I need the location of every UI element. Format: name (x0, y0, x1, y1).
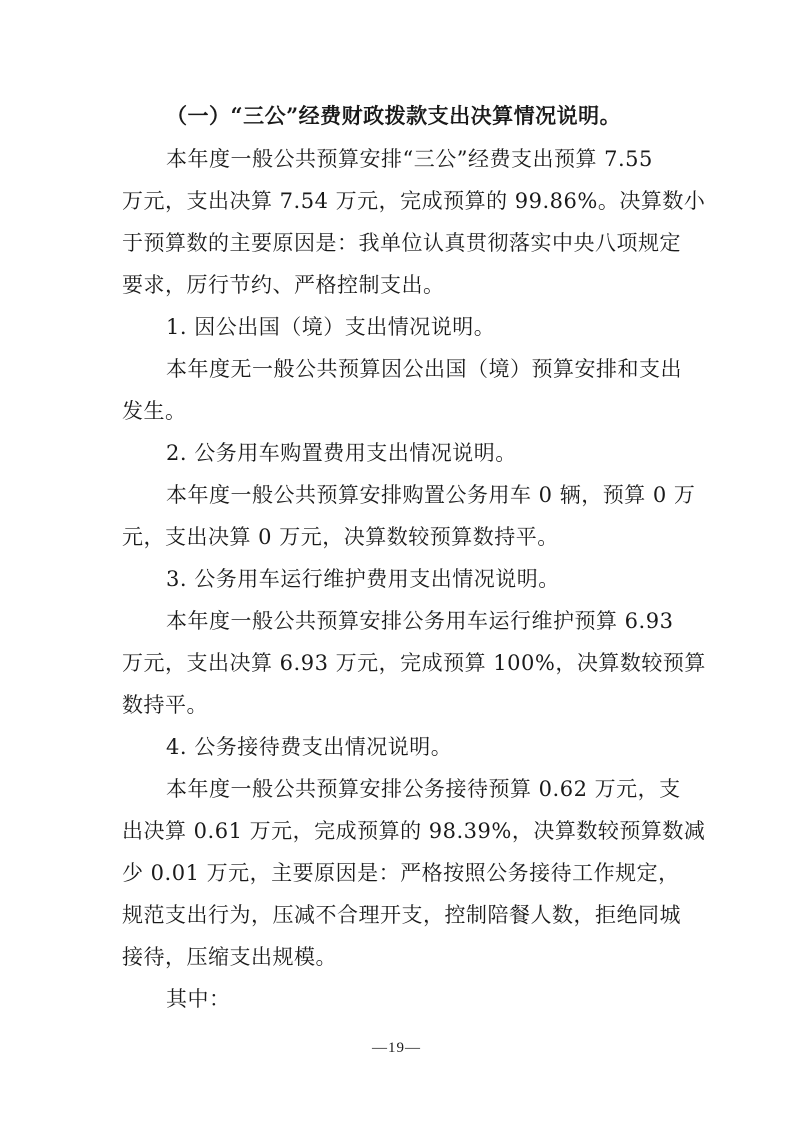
subsection-heading: 1. 因公出国（境）支出情况说明。 (166, 315, 496, 339)
paragraph-line: 其中： (166, 987, 231, 1011)
subsection-heading: 4. 公务接待费支出情况说明。 (166, 735, 453, 759)
section-heading: （一）“三公”经费财政拨款支出决算情况说明。 (166, 103, 622, 128)
paragraph-line: 万元，支出决算 7.54 万元，完成预算的 99.86%。决算数小 (122, 189, 706, 213)
paragraph-line: 本年度无一般公共预算因公出国（境）预算安排和支出 (166, 357, 682, 381)
page-number: —19— (372, 1040, 421, 1056)
paragraph-line: 出决算 0.61 万元，完成预算的 98.39%，决算数较预算数减 (122, 819, 706, 843)
paragraph-line: 本年度一般公共预算安排购置公务用车 0 辆，预算 0 万 (166, 483, 696, 507)
paragraph-line: 万元，支出决算 6.93 万元，完成预算 100%，决算数较预算 (122, 651, 706, 675)
paragraph-line: 少 0.01 万元，主要原因是：严格按照公务接待工作规定， (122, 861, 680, 885)
paragraph-line: 接待，压缩支出规模。 (122, 945, 337, 969)
paragraph-line: 发生。 (122, 399, 187, 423)
paragraph-line: 本年度一般公共预算安排公务用车运行维护预算 6.93 (166, 609, 674, 633)
paragraph-line: 数持平。 (122, 693, 208, 717)
subsection-heading: 2. 公务用车购置费用支出情况说明。 (166, 441, 517, 465)
paragraph-line: 规范支出行为，压减不合理开支，控制陪餐人数，拒绝同城 (122, 903, 681, 927)
paragraph-line: 本年度一般公共预算安排“三公”经费支出预算 7.55 (166, 147, 653, 171)
subsection-heading: 3. 公务用车运行维护费用支出情况说明。 (166, 567, 560, 591)
paragraph-line: 元，支出决算 0 万元，决算数较预算数持平。 (122, 525, 559, 549)
paragraph-line: 本年度一般公共预算安排公务接待预算 0.62 万元，支 (166, 777, 681, 801)
paragraph-line: 于预算数的主要原因是：我单位认真贯彻落实中央八项规定 (122, 231, 681, 255)
paragraph-line: 要求，厉行节约、严格控制支出。 (122, 273, 445, 297)
